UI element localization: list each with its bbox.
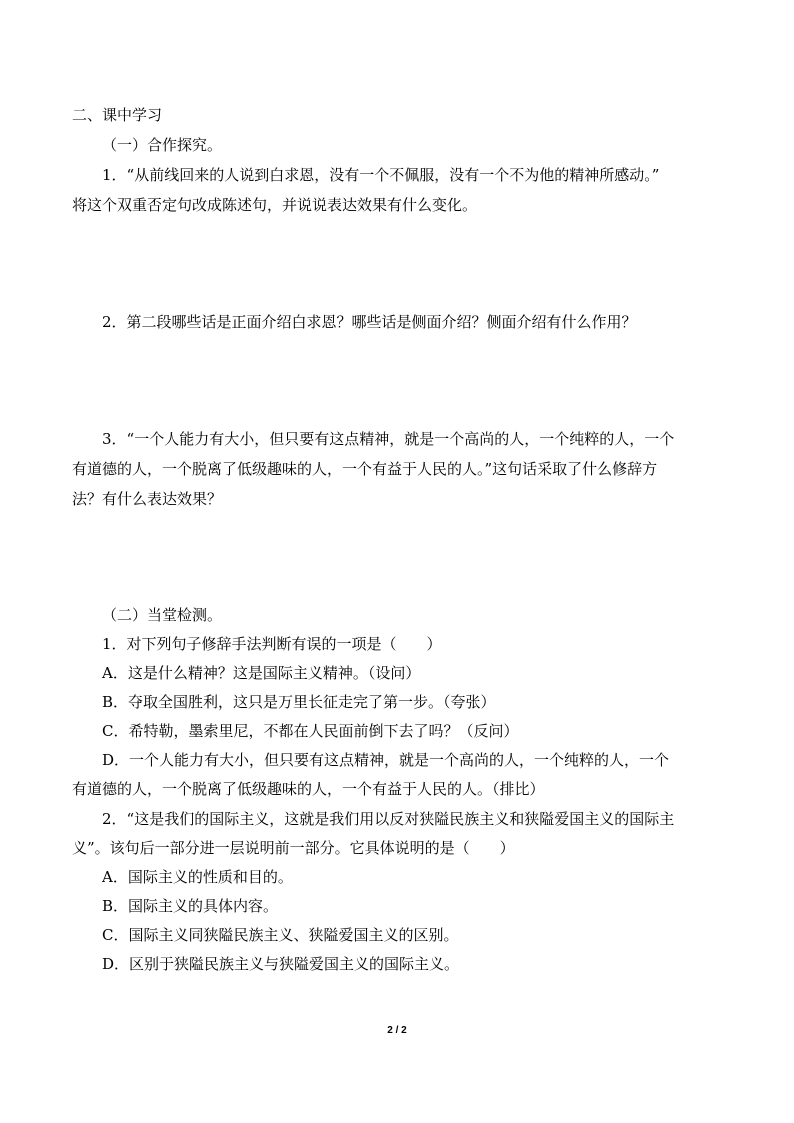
test-question-2-stem-line-1: 2．“这是我们的国际主义，这就是我们用以反对狭隘民族主义和狭隘爱国主义的国际主: [102, 810, 675, 828]
test-question-1-option-d-line-2: 有道德的人，一个脱离了低级趣味的人，一个有益于人民的人。（排比）: [72, 780, 545, 798]
page-number: 2 / 2: [387, 1025, 407, 1036]
test-question-1-option-c: C．希特勒，墨索里尼，不都在人民面前倒下去了吗？（反问）: [102, 722, 519, 740]
part2-heading: （二）当堂检测。: [102, 606, 223, 624]
question-3-line-3: 法？有什么表达效果？: [72, 490, 223, 508]
question-3-line-2: 有道德的人，一个脱离了低级趣味的人，一个有益于人民的人。”这句话采取了什么修辞方: [72, 460, 658, 478]
question-2: 2．第二段哪些话是正面介绍白求恩？哪些话是侧面介绍？侧面介绍有什么作用？: [102, 313, 637, 331]
test-question-2-option-c: C．国际主义同狭隘民族主义、狭隘爱国主义的区别。: [102, 926, 459, 944]
question-1-line-2: 将这个双重否定句改成陈述句，并说说表达效果有什么变化。: [72, 196, 478, 214]
section-title: 二、课中学习: [72, 106, 163, 124]
test-question-2-stem-line-2: 义”。该句后一部分进一层说明前一部分。它具体说明的是（ ）: [72, 839, 515, 857]
test-question-1-option-d-line-1: D．一个人能力有大小，但只要有这点精神，就是一个高尚的人，一个纯粹的人，一个: [102, 751, 670, 769]
test-question-2-option-a: A．国际主义的性质和目的。: [102, 868, 293, 886]
question-1-line-1: 1．“从前线回来的人说到白求恩，没有一个不佩服，没有一个不为他的精神所感动。”: [102, 166, 660, 184]
question-3-line-1: 3．“一个人能力有大小，但只要有这点精神，就是一个高尚的人，一个纯粹的人，一个: [102, 430, 675, 448]
part1-heading: （一）合作探究。: [102, 136, 223, 154]
test-question-2-option-b: B．国际主义的具体内容。: [102, 897, 279, 915]
test-question-2-option-d: D．区别于狭隘民族主义与狭隘爱国主义的国际主义。: [102, 955, 460, 973]
test-question-1-option-a: A．这是什么精神？这是国际主义精神。（设问）: [102, 664, 421, 682]
test-question-1-option-b: B．夺取全国胜利，这只是万里长征走完了第一步。（夸张）: [102, 693, 496, 711]
test-question-1-stem: 1．对下列句子修辞手法判断有误的一项是（ ）: [102, 635, 442, 653]
